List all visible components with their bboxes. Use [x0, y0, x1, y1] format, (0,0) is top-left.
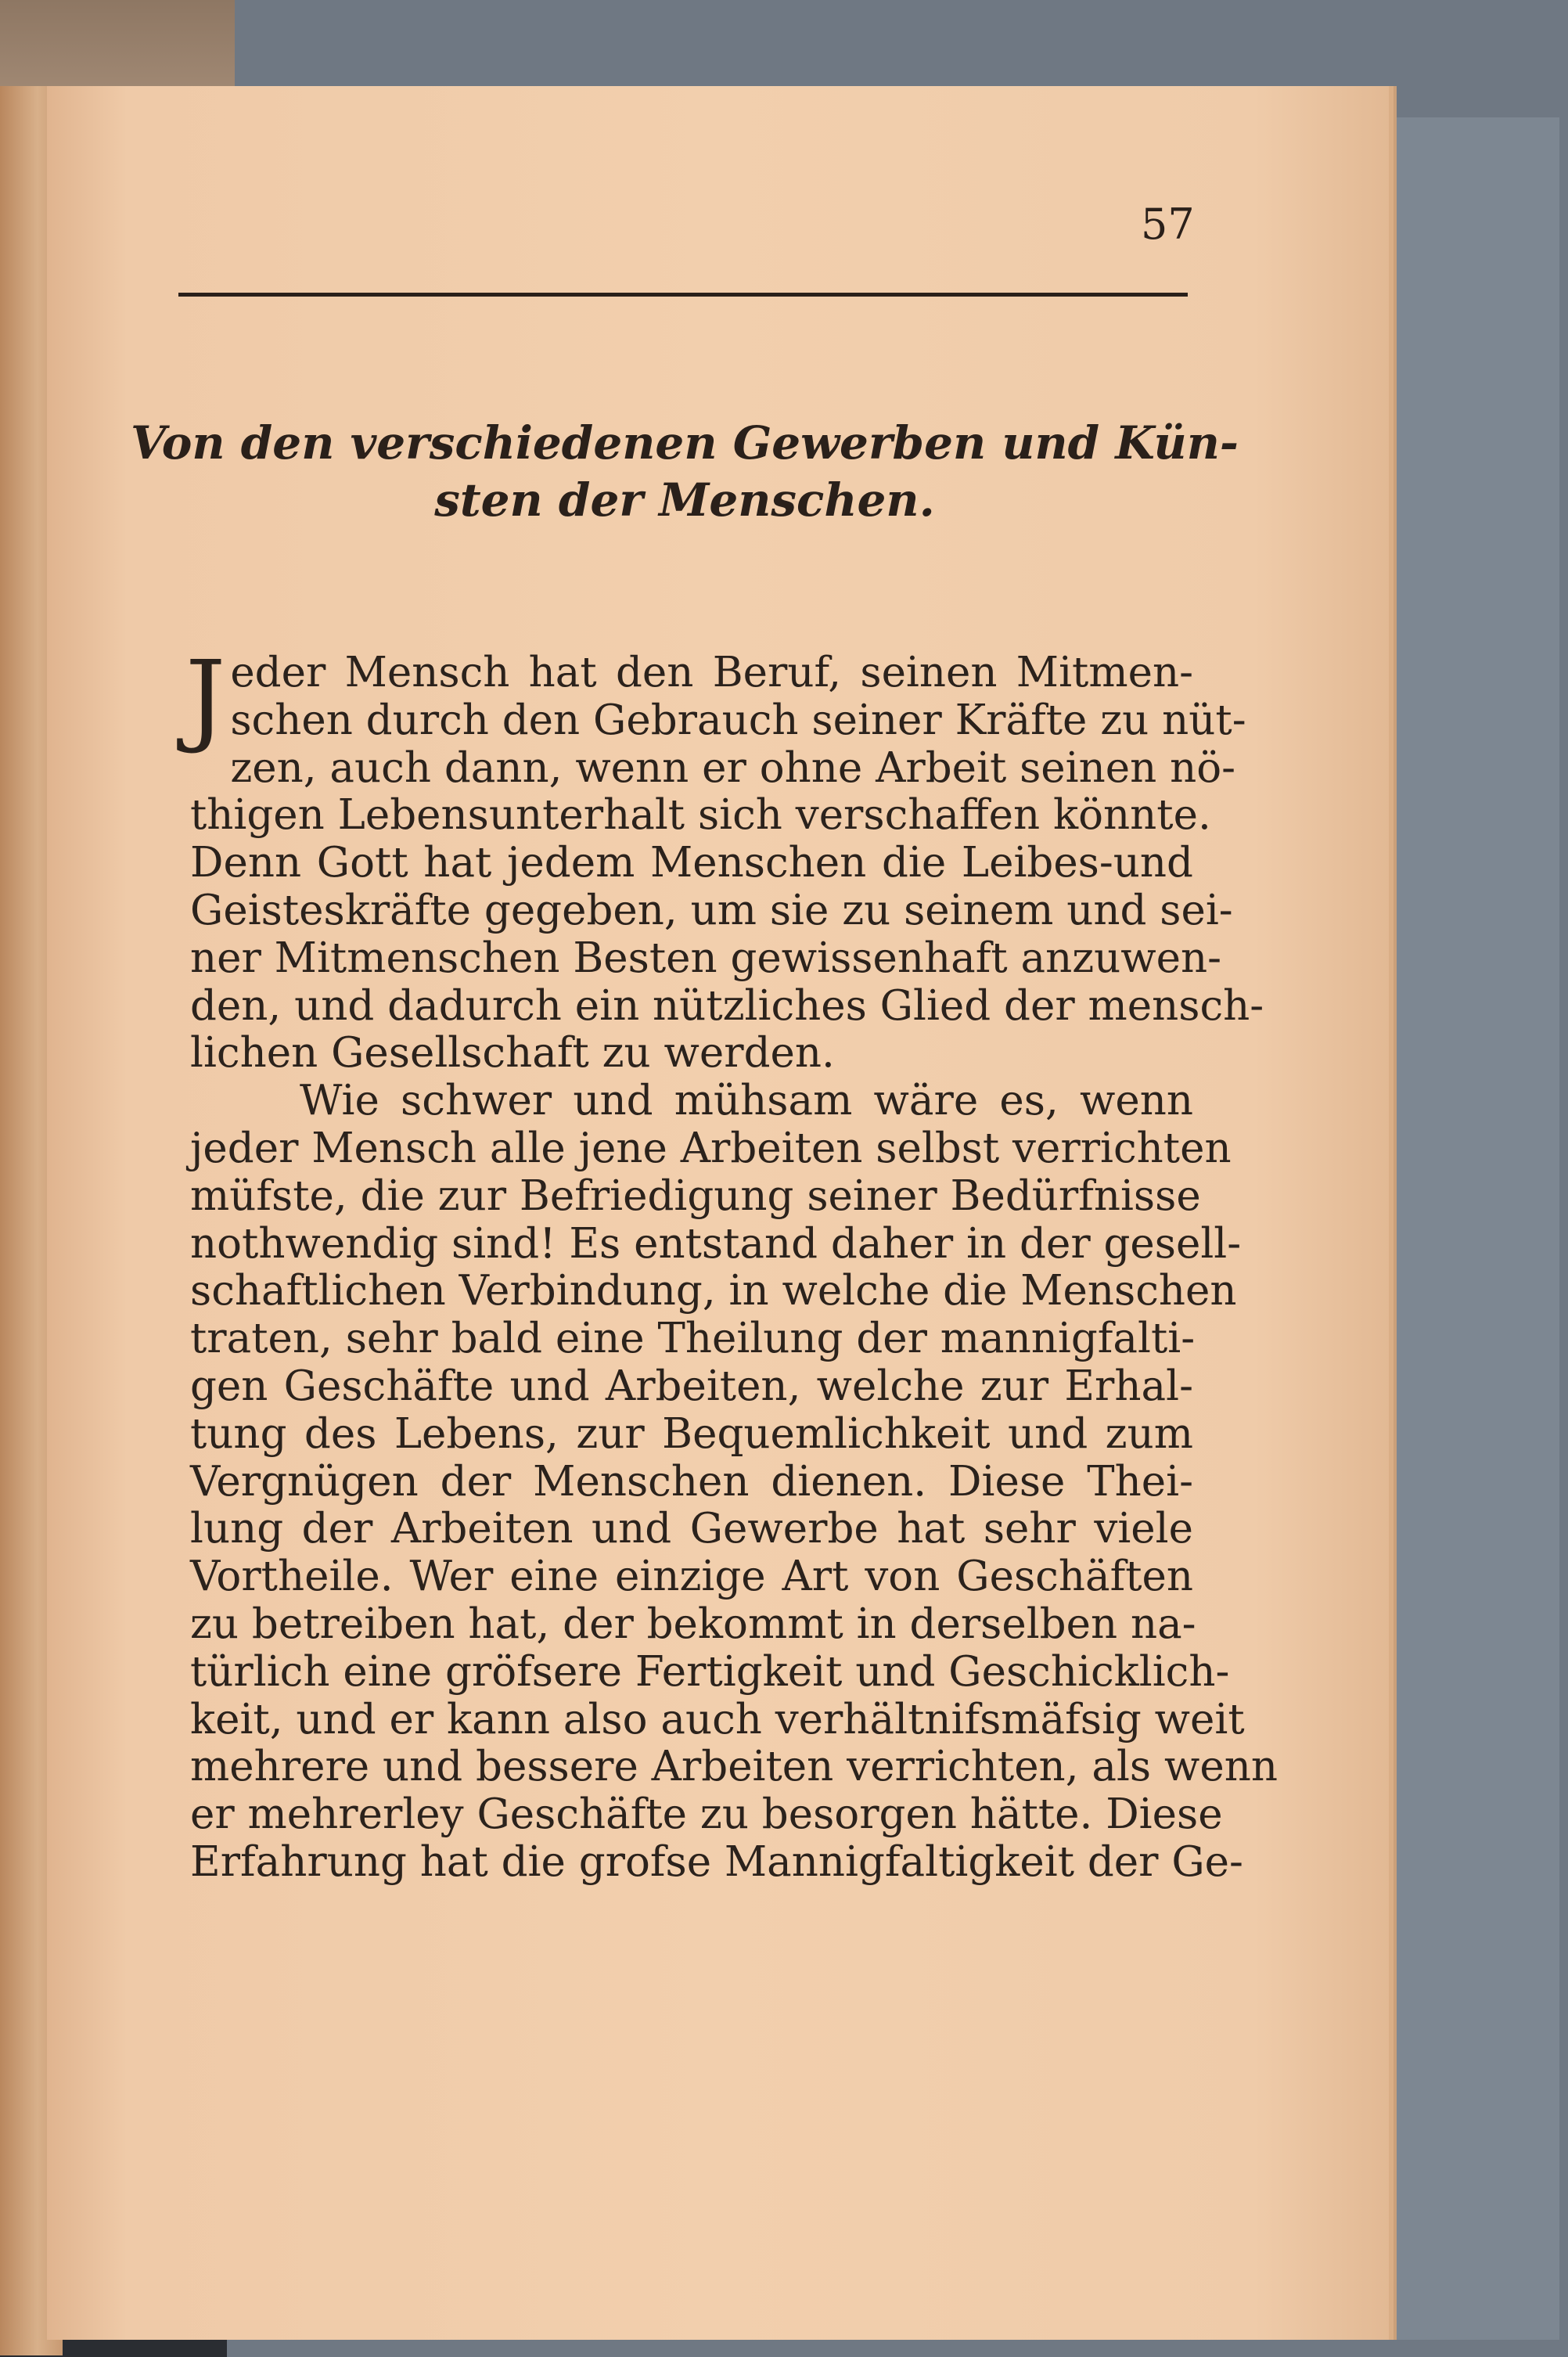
book-cover-edge: [1393, 117, 1559, 2340]
chapter-title-line-1: Von den verschiedenen Gewerben und Kün-: [131, 416, 1239, 470]
paragraph-2: [190, 1077, 1278, 1887]
text-line: den, und dadurch ein nützliches Glied der mensch-: [190, 981, 1264, 1030]
text-line: er mehrerley Geschäfte zu besorgen hätte. Diese: [190, 1790, 1223, 1839]
text-line: traten, sehr bald eine Theilung der mannigfalti-: [190, 1315, 1196, 1363]
page-number: 57: [1141, 200, 1195, 249]
text-line: eder Mensch hat den Beruf, seinen Mitmen-: [230, 649, 1193, 696]
text-line: Vortheile. Wer eine einzige Art von Geschäften: [190, 1553, 1193, 1601]
text-line: lung der Arbeiten und Gewerbe hat sehr viele: [190, 1505, 1193, 1553]
text-line: zu betreiben hat, der bekommt in derselben na-: [190, 1600, 1196, 1648]
text-line: lichen Gesellschaft zu werden.: [190, 1029, 835, 1078]
chapter-title-line-2: sten der Menschen.: [434, 473, 935, 527]
paragraph-1: [185, 640, 1264, 1078]
text-line: thigen Lebensunterhalt sich verschaffen könnte.: [190, 791, 1211, 840]
text-line: türlich eine gröfsere Fertigkeit und Geschicklich-: [190, 1647, 1230, 1696]
text-line: gen Geschäfte und Arbeiten, welche zur Erhal-: [190, 1362, 1193, 1410]
body-text: [185, 640, 1278, 1887]
text-line: schaftlichen Verbindung, in welche die Menschen: [190, 1267, 1237, 1315]
drop-cap: J: [185, 640, 226, 757]
text-line: müfste, die zur Befriedigung seiner Bedürfnisse: [190, 1171, 1201, 1220]
text-line: Geisteskräfte gegeben, um sie zu seinem und sei-: [190, 886, 1233, 934]
text-line: Wie schwer und mühsam wäre es, wenn: [300, 1077, 1193, 1125]
text-line: mehrere und bessere Arbeiten verrichten, als wenn: [190, 1743, 1278, 1791]
text-line: Vergnügen der Menschen dienen. Diese Thei-: [190, 1457, 1193, 1506]
text-line: keit, und er kann also auch verhältnifsmäfsig weit: [190, 1695, 1245, 1743]
text-line: tung des Lebens, zur Bequemlichkeit und zum: [190, 1409, 1193, 1458]
text-line: zen, auch dann, wenn er ohne Arbeit seinen nö-: [230, 743, 1236, 792]
text-line: Erfahrung hat die grofse Mannigfaltigkeit der Ge-: [190, 1837, 1243, 1886]
text-line: jeder Mensch alle jene Arbeiten selbst verrichten: [190, 1124, 1232, 1172]
header-rule: [178, 293, 1188, 297]
text-line: nothwendig sind! Es entstand daher in der gesell-: [190, 1219, 1242, 1268]
text-line: ner Mitmenschen Besten gewissenhaft anzuwen-: [190, 934, 1222, 982]
chapter-title: [117, 415, 1252, 528]
text-line: Denn Gott hat jedem Menschen die Leibes-und: [190, 839, 1193, 887]
text-line: schen durch den Gebrauch seiner Kräfte zu nüt-: [230, 696, 1246, 744]
